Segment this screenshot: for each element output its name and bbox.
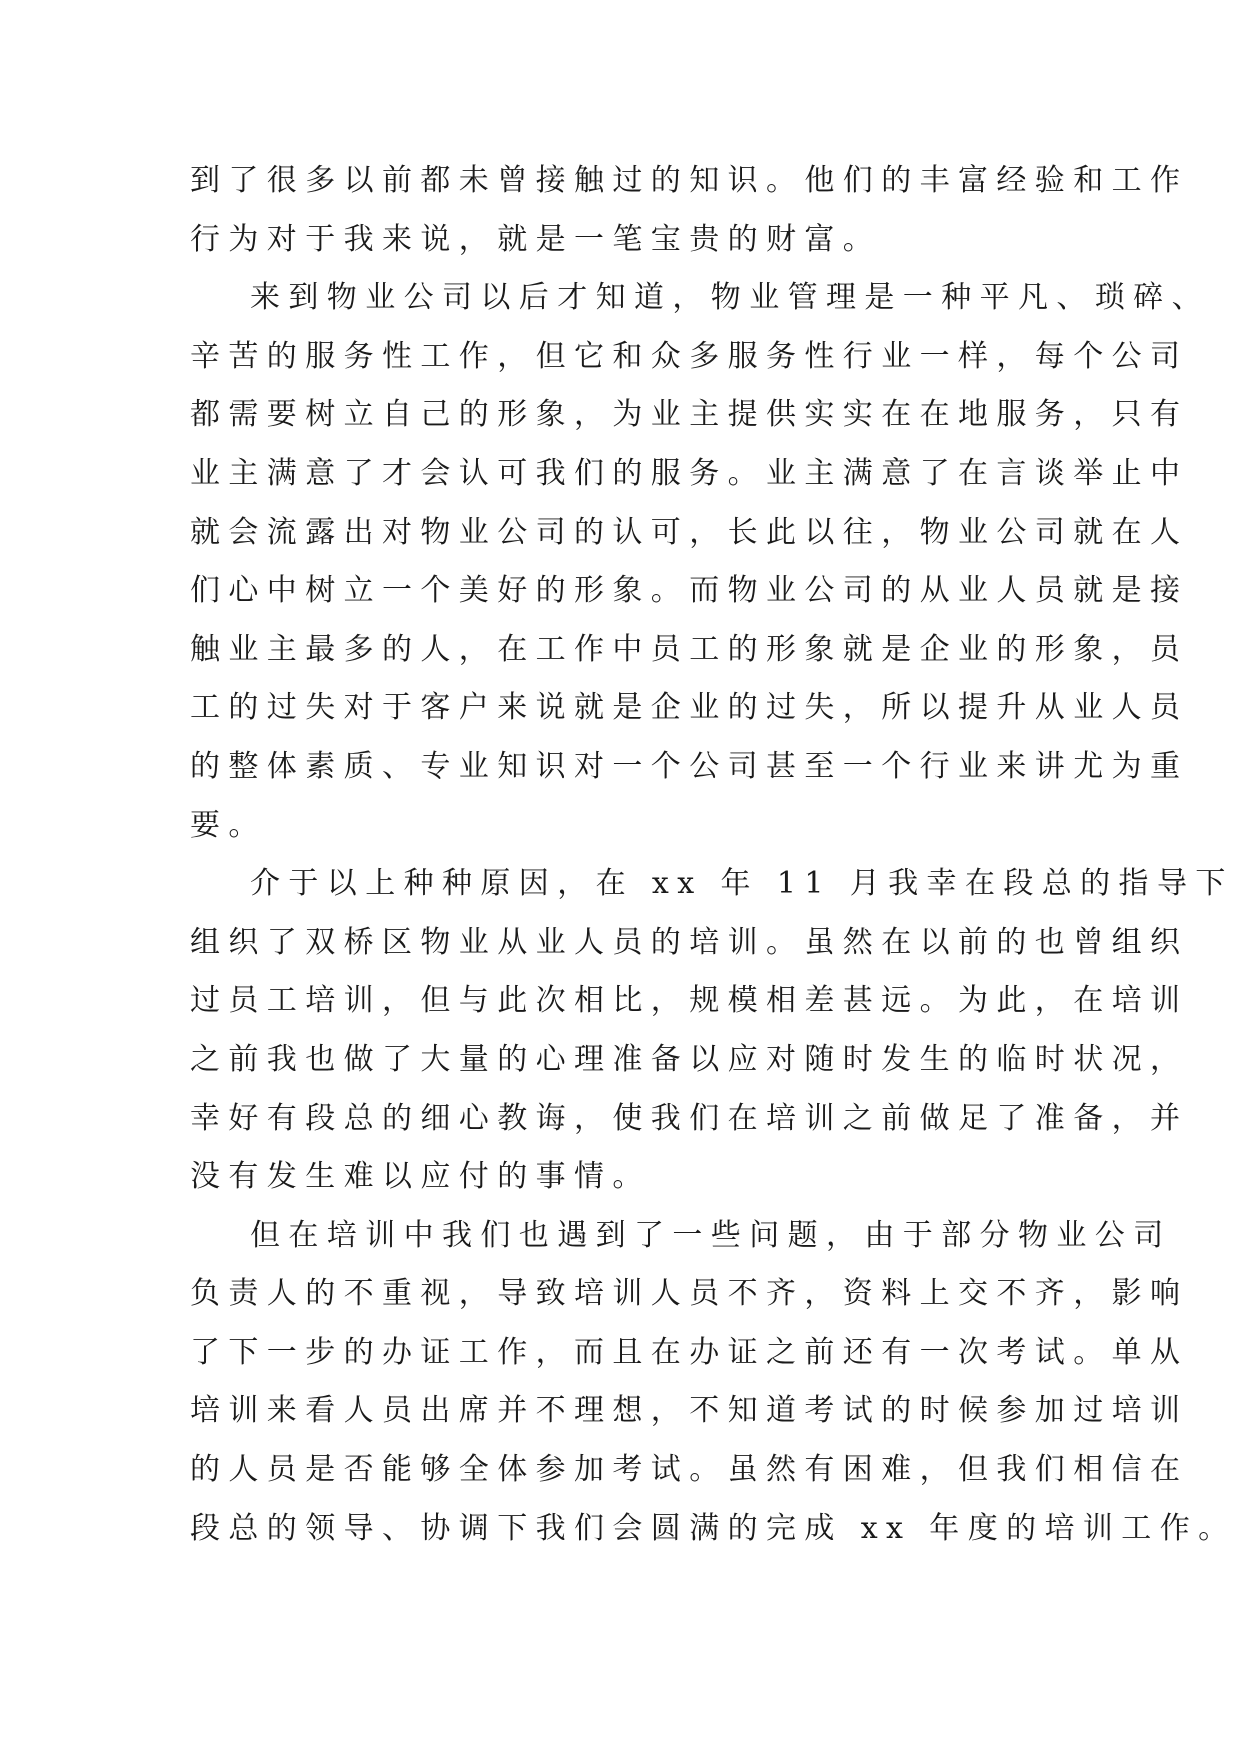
text-line: 都需要树立自己的形象，为业主提供实实在在地服务，只有 <box>190 397 1189 433</box>
paragraph-first-line: 但在培训中我们也遇到了一些问题，由于部分物业公司 <box>250 1217 1172 1253</box>
text-line: 负责人的不重视，导致培训人员不齐，资料上交不齐，影响 <box>190 1276 1189 1312</box>
text-line: 没有发生难以应付的事情。 <box>190 1159 651 1195</box>
text-line: 辛苦的服务性工作，但它和众多服务性行业一样，每个公司 <box>190 338 1189 374</box>
text-line: 的整体素质、专业知识对一个公司甚至一个行业来讲尤为重 <box>190 748 1189 784</box>
text-line: 行为对于我来说，就是一笔宝贵的财富。 <box>190 221 882 257</box>
text-line: 组织了双桥区物业从业人员的培训。虽然在以前的也曾组织 <box>190 924 1189 960</box>
text-line: 过员工培训，但与此次相比，规模相差甚远。为此，在培训 <box>190 983 1189 1019</box>
text-line: 工的过失对于客户来说就是企业的过失，所以提升从业人员 <box>190 690 1189 726</box>
paragraph-first-line: 来到物业公司以后才知道，物业管理是一种平凡、琐碎、 <box>250 280 1210 316</box>
text-line: 段总的领导、协调下我们会圆满的完成 xx 年度的培训工作。 <box>190 1510 1237 1546</box>
text-line: 要。 <box>190 807 267 843</box>
text-line: 触业主最多的人，在工作中员工的形象就是企业的形象，员 <box>190 631 1189 667</box>
text-line: 幸好有段总的细心教诲，使我们在培训之前做足了准备，并 <box>190 1100 1189 1136</box>
text-line: 的人员是否能够全体参加考试。虽然有困难，但我们相信在 <box>190 1452 1189 1488</box>
text-line: 们心中树立一个美好的形象。而物业公司的从业人员就是接 <box>190 573 1189 609</box>
text-line: 业主满意了才会认可我们的服务。业主满意了在言谈举止中 <box>190 455 1189 491</box>
paragraph-first-line: 介于以上种种原因，在 xx 年 11 月我幸在段总的指导下 <box>250 866 1234 902</box>
text-line: 到了很多以前都未曾接触过的知识。他们的丰富经验和工作 <box>190 163 1189 198</box>
text-line: 就会流露出对物业公司的认可，长此以往，物业公司就在人 <box>190 514 1189 550</box>
text-line: 培训来看人员出席并不理想，不知道考试的时候参加过培训 <box>190 1393 1189 1429</box>
text-line: 之前我也做了大量的心理准备以应对随时发生的临时状况， <box>190 1041 1189 1077</box>
text-line: 了下一步的办证工作，而且在办证之前还有一次考试。单从 <box>190 1334 1189 1370</box>
document-body <box>190 152 1237 1558</box>
